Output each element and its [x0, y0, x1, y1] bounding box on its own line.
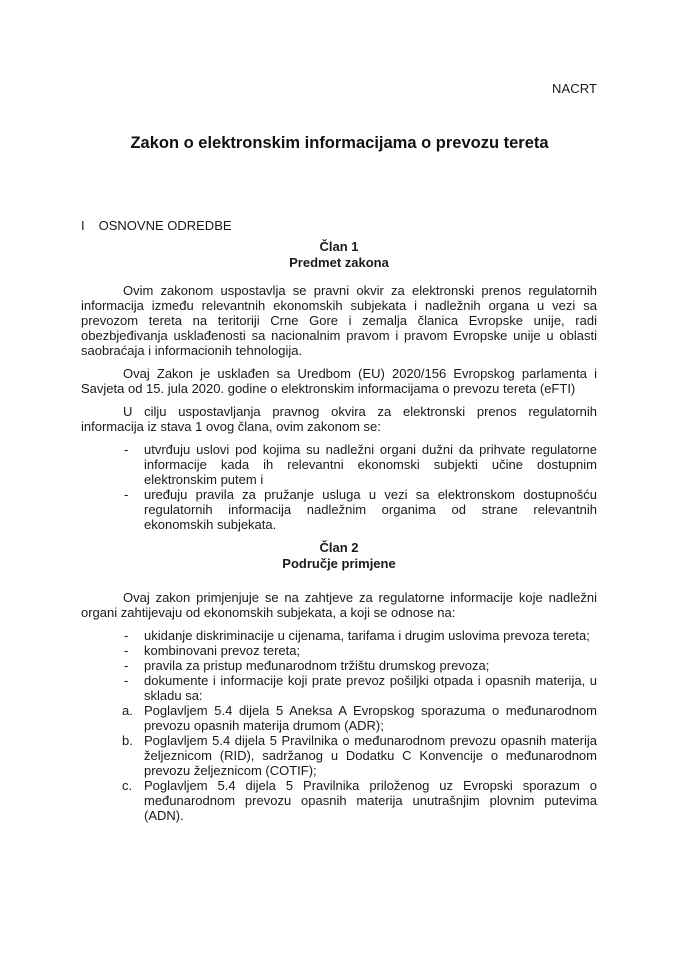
list-item-text: dokumente i informacije koji prate prevoz pošiljki otpada i opasnih materija, u skladu sa:	[144, 673, 597, 703]
document-body	[81, 218, 597, 823]
list-item-text: kombinovani prevoz tereta;	[144, 643, 301, 658]
article-1-paragraph-3: U cilju uspostavljanja pravnog okvira za elektronski prenos regulatornih informacija iz stava 1 ovog člana, ovim zakonom se:	[81, 404, 597, 434]
article-2-number: Član 2	[319, 540, 359, 555]
list-item-text: uređuju pravila za pružanje usluga u vezi sa elektronskom dostupnošću regulatornih informacija nadležnim organima od strane relevantnih ekonomskih subjekata.	[144, 487, 597, 532]
sublist-item-text: Poglavljem 5.4 dijela 5 Aneksa A Evropskog sporazuma o međunarodnom prevozu opasnih materija drumom (ADR);	[144, 703, 597, 733]
list-item-text: utvrđuju uslovi pod kojima su nadležni organi dužni da prihvate regulatorne informacije kada ih relevantni ekonomski subjekti učine dostupnim elektronskim putem i	[144, 442, 597, 487]
list-item-text: pravila za pristup međunarodnom tržištu drumskog prevoza;	[144, 658, 490, 673]
sublist-marker: c.	[122, 778, 133, 793]
sublist-marker: a.	[122, 703, 133, 718]
sublist-item	[81, 733, 597, 778]
list-marker: -	[124, 643, 129, 658]
article-2-list	[81, 628, 597, 703]
sublist-item	[81, 703, 597, 733]
sublist-item-text: Poglavljem 5.4 dijela 5 Pravilnika priloženog uz Evropski sporazum o međunarodnom prevozu opasnih materija unutrašnjim plovnim putevima (ADN).	[144, 778, 597, 823]
article-1-paragraph-2: Ovaj Zakon je usklađen sa Uredbom (EU) 2020/156 Evropskog parlamenta i Savjeta od 15. jula 2020. godine o elektronskim informacijama o prevozu tereta (eFTI)	[81, 366, 597, 396]
draft-label: NACRT	[551, 81, 597, 96]
article-1-paragraph-1: Ovim zakonom uspostavlja se pravni okvir za elektronski prenos regulatornih informacija između relevantnih ekonomskih subjekata i nadležnih organa u vezi sa prevozom tereta na teritoriji Crne Gore i zemalja članica Evropske unije, radi obezbjeđivanja usklađenosti sa nacionalnim pravom i pravom Evropske unije u oblasti saobraćaja i informacionih tehnologija.	[81, 283, 597, 358]
list-marker: -	[124, 658, 129, 673]
document-title: Zakon o elektronskim informacijama o prevozu tereta	[130, 134, 549, 152]
section-number: I	[81, 218, 85, 233]
sublist-item-text: Poglavljem 5.4 dijela 5 Pravilnika o međunarodnom prevozu opasnih materija željeznicom (RID), sadržanog u Dodatku C Konvencije o međunarodnom prevozu željeznicom (COTIF);	[144, 733, 597, 778]
sublist-item	[81, 778, 597, 823]
list-item	[81, 487, 597, 532]
sublist-marker: b.	[122, 733, 133, 748]
list-item	[81, 658, 597, 673]
list-item	[81, 628, 597, 643]
list-item	[81, 643, 597, 658]
list-marker: -	[124, 628, 129, 643]
article-1-list	[81, 442, 597, 532]
article-2-paragraph-1: Ovaj zakon primjenjuje se na zahtjeve za regulatorne informacije koje nadležni organi zahtijevaju od ekonomskih subjekata, a koji se odnose na:	[81, 590, 597, 620]
article-1-number: Član 1	[319, 239, 359, 254]
article-1-header	[81, 239, 597, 271]
list-marker: -	[124, 442, 129, 457]
list-item	[81, 442, 597, 487]
list-item-text: ukidanje diskriminacije u cijenama, tarifama i drugim uslovima prevoza tereta;	[144, 628, 590, 643]
article-2-header	[81, 540, 597, 572]
list-item	[81, 673, 597, 703]
list-marker: -	[124, 487, 129, 502]
list-marker: -	[124, 673, 129, 688]
article-2-heading: Područje primjene	[282, 556, 396, 571]
article-2-sublist	[81, 703, 597, 823]
article-1-heading: Predmet zakona	[289, 255, 389, 270]
section-title: OSNOVNE ODREDBE	[98, 218, 232, 233]
section-heading	[81, 218, 597, 233]
